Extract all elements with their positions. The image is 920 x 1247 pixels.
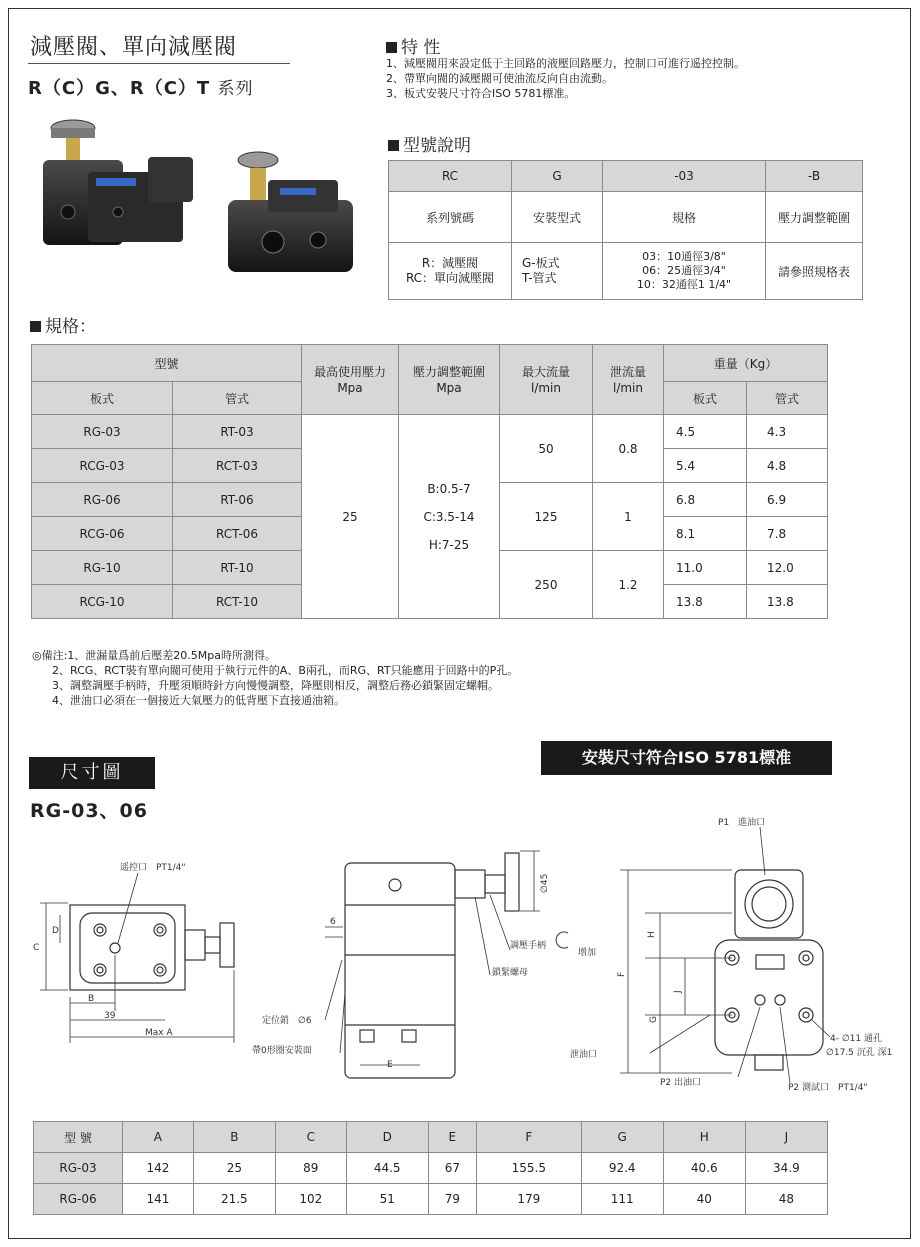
dimension-cell: 92.4 — [581, 1153, 663, 1184]
note-item: 2、RCG、RCT裝有單向閥可使用于執行元件的A、B兩孔，而RG、RT只能應用于回路中的P孔。 — [52, 664, 519, 677]
label-cell: 壓力調整範圍 — [766, 192, 863, 243]
label-cell: 安裝型式 — [512, 192, 603, 243]
title-rule — [28, 63, 290, 64]
value-cell: 請參照規格表 — [766, 243, 863, 300]
features-heading: 特 性 — [386, 33, 440, 58]
dimension-model: RG-03 — [34, 1153, 123, 1184]
series-suffix: 系列 — [217, 79, 254, 99]
value-line: G-板式 — [522, 256, 560, 270]
model-code-row — [389, 161, 863, 192]
plate-model: RCG-10 — [32, 585, 173, 619]
pipe-header: 管式 — [173, 382, 302, 415]
features-list — [386, 56, 745, 101]
pipe-model: RCT-06 — [173, 517, 302, 551]
code-cell: -B — [766, 161, 863, 192]
specs-heading: 規格： — [30, 312, 96, 337]
dimension-drawings — [20, 815, 900, 1115]
note-item — [32, 648, 518, 663]
value-line: 10：32通徑1 1/4" — [636, 278, 732, 291]
value-line: T-管式 — [522, 271, 557, 285]
dimension-header: E — [428, 1122, 476, 1153]
value-cell — [512, 243, 603, 300]
valve-photo-right — [228, 152, 353, 272]
p2-out-label: P2 出油口 — [660, 1078, 702, 1088]
weight-plate: 8.1 — [664, 517, 747, 551]
weight-header: 重量（Kg） — [664, 345, 828, 382]
pressure-range: B:0.5-7 — [427, 481, 471, 496]
dimension-header: F — [476, 1122, 581, 1153]
oring-label: 帶0形圈安裝面 — [252, 1046, 312, 1056]
code-cell: RC — [389, 161, 512, 192]
leak-value: 1 — [593, 483, 664, 551]
value-cell — [603, 243, 766, 300]
remote-port-label: 遥控口 PT1/4" — [120, 863, 186, 873]
dimension-table — [33, 1121, 828, 1215]
header-text: 最高使用壓力 — [313, 364, 386, 379]
pressure-range: H:7-25 — [428, 537, 470, 552]
header-unit: l/min — [530, 380, 561, 395]
weight-pipe: 7.8 — [747, 517, 828, 551]
drain-label: 泄油口 — [570, 1050, 598, 1060]
dimension-cell: 111 — [581, 1184, 663, 1215]
dim-6-label: 6 — [330, 917, 336, 927]
max-pressure-header — [302, 345, 399, 415]
p1-label: P1 進油口 — [718, 818, 766, 828]
feature-item: 3、板式安裝尺寸符合ISO 5781標准。 — [386, 87, 576, 100]
holes-label: 4- ∅11 通孔 — [830, 1034, 882, 1044]
dimension-cell: 141 — [123, 1184, 194, 1215]
dim-g-label: G — [649, 1016, 659, 1023]
plate-model: RG-03 — [32, 415, 173, 449]
dimension-cell: 142 — [123, 1153, 194, 1184]
value-line: 03：10通徑3/8" — [642, 250, 726, 263]
dim-39-label: 39 — [104, 1011, 116, 1021]
front-view-drawing — [325, 851, 568, 1078]
value-line: RC：單向減壓閥 — [405, 271, 495, 285]
dimension-header: 型 號 — [34, 1122, 123, 1153]
bottom-view-drawing — [620, 827, 830, 1083]
pressure-range: C:3.5-14 — [423, 509, 475, 524]
dimension-header: D — [346, 1122, 428, 1153]
weight-pipe-header: 管式 — [747, 382, 828, 415]
dimension-cell: 25 — [193, 1153, 275, 1184]
iso-badge: 安裝尺寸符合ISO 5781標准 — [541, 741, 832, 775]
product-photos — [28, 112, 358, 277]
header-text: 壓力調整範圍 — [412, 364, 485, 379]
dimension-cell: 44.5 — [346, 1153, 428, 1184]
weight-plate-header: 板式 — [664, 382, 747, 415]
plate-model: RG-06 — [32, 483, 173, 517]
weight-plate: 13.8 — [664, 585, 747, 619]
weight-pipe: 4.3 — [747, 415, 828, 449]
code-cell: G — [512, 161, 603, 192]
dimension-badge: 尺寸圖 — [29, 757, 155, 789]
header-text: 最大流量 — [521, 364, 570, 379]
dimension-cell: 67 — [428, 1153, 476, 1184]
dimension-cell: 102 — [275, 1184, 346, 1215]
dimension-cell: 155.5 — [476, 1153, 581, 1184]
dim-j-label: J — [673, 990, 683, 993]
header-unit: l/min — [612, 380, 643, 395]
dimension-row — [34, 1184, 828, 1215]
model-label-row — [389, 192, 863, 243]
dimension-cell: 21.5 — [193, 1184, 275, 1215]
dim-f-label: F — [617, 971, 627, 977]
dimension-model-title: RG-03、06 — [30, 800, 148, 822]
increase-label: 增加 — [578, 948, 597, 958]
lock-nut-label: 鎖緊螺母 — [492, 968, 529, 978]
p2-test-label: P2 測試口 PT1/4" — [788, 1083, 868, 1093]
max-flow-value: 50 — [500, 415, 593, 483]
note-text: 1、泄漏量爲前后壓差20.5Mpa時所測得。 — [67, 649, 277, 662]
handle-label: 調壓手柄 — [510, 941, 547, 951]
dimension-row — [34, 1153, 828, 1184]
leak-value: 0.8 — [593, 415, 664, 483]
spec-row — [32, 415, 828, 449]
dim-d-label: D — [52, 926, 59, 936]
feature-item: 2、帶單向閥的減壓閥可使油流反向自由流動。 — [386, 72, 613, 85]
dim-e-label: E — [387, 1060, 393, 1070]
weight-plate: 6.8 — [664, 483, 747, 517]
feature-item: 1、減壓閥用來設定低于主回路的液壓回路壓力，控制口可進行遥控控制。 — [386, 57, 745, 70]
pipe-model: RT-10 — [173, 551, 302, 585]
dimension-header: B — [193, 1122, 275, 1153]
side-view-drawing — [40, 873, 234, 1043]
header-unit: Mpa — [436, 380, 462, 395]
dimension-cell: 34.9 — [745, 1153, 827, 1184]
leak-value: 1.2 — [593, 551, 664, 619]
plate-model: RCG-06 — [32, 517, 173, 551]
dimension-cell: 40.6 — [663, 1153, 745, 1184]
pipe-model: RCT-03 — [173, 449, 302, 483]
weight-pipe: 12.0 — [747, 551, 828, 585]
max-flow-value: 125 — [500, 483, 593, 551]
dimension-header: C — [275, 1122, 346, 1153]
spec-header-row — [32, 345, 828, 382]
dimension-header-row — [34, 1122, 828, 1153]
dim-max-a-label: Max A — [145, 1028, 173, 1038]
weight-pipe: 6.9 — [747, 483, 828, 517]
weight-pipe: 4.8 — [747, 449, 828, 483]
model-code-table — [388, 160, 863, 300]
weight-plate: 11.0 — [664, 551, 747, 585]
dimension-cell: 179 — [476, 1184, 581, 1215]
notes-prefix: ◎備注: — [32, 649, 68, 662]
max-flow-header — [500, 345, 593, 415]
dimension-header: G — [581, 1122, 663, 1153]
header-unit: Mpa — [337, 380, 363, 395]
note-item: 4、泄油口必須在一個接近大氣壓力的低背壓下直接通油箱。 — [52, 694, 345, 707]
dimension-header: J — [745, 1122, 827, 1153]
plate-model: RCG-03 — [32, 449, 173, 483]
max-flow-value: 250 — [500, 551, 593, 619]
pipe-model: RCT-10 — [173, 585, 302, 619]
weight-pipe: 13.8 — [747, 585, 828, 619]
dim-h-label: H — [647, 931, 657, 938]
series-subtitle — [28, 74, 253, 100]
phi45-label: ∅45 — [540, 873, 550, 893]
dimension-cell: 51 — [346, 1184, 428, 1215]
dimension-cell: 40 — [663, 1184, 745, 1215]
model-code-heading: 型號說明 — [388, 131, 471, 156]
header-text: 泄流量 — [609, 364, 646, 379]
max-pressure-value: 25 — [302, 415, 399, 619]
pressure-range-header — [399, 345, 500, 415]
notes — [32, 648, 518, 708]
dimension-header: H — [663, 1122, 745, 1153]
page-title: 減壓閥、單向減壓閥 — [30, 35, 238, 60]
pressure-range-values — [399, 415, 500, 619]
value-cell — [389, 243, 512, 300]
label-cell: 系列號碼 — [389, 192, 512, 243]
dimension-header: A — [123, 1122, 194, 1153]
model-header: 型號 — [32, 345, 302, 382]
plate-header: 板式 — [32, 382, 173, 415]
note-item: 3、調整調壓手柄時，升壓須順時針方向慢慢調整，降壓則相反，調整后務必鎖緊固定螺帽。 — [52, 679, 499, 692]
value-line: R：減壓閥 — [421, 256, 479, 270]
plate-model: RG-10 — [32, 551, 173, 585]
pipe-model: RT-03 — [173, 415, 302, 449]
weight-plate: 4.5 — [664, 415, 747, 449]
value-line: 06：25通徑3/4" — [642, 264, 726, 277]
label-cell: 規格 — [603, 192, 766, 243]
dimension-cell: 89 — [275, 1153, 346, 1184]
valve-photo-left — [43, 120, 193, 245]
pin-label: 定位銷 ∅6 — [262, 1016, 312, 1026]
dimension-model: RG-06 — [34, 1184, 123, 1215]
code-cell: -03 — [603, 161, 766, 192]
pipe-model: RT-06 — [173, 483, 302, 517]
spec-table — [31, 344, 828, 619]
model-value-row — [389, 243, 863, 300]
counterbore-label: ∅17.5 沉孔 深1 — [826, 1048, 893, 1058]
dimension-cell: 79 — [428, 1184, 476, 1215]
leak-flow-header — [593, 345, 664, 415]
dimension-cell: 48 — [745, 1184, 827, 1215]
dim-b-label: B — [88, 994, 95, 1004]
weight-plate: 5.4 — [664, 449, 747, 483]
dim-c-label: C — [33, 943, 40, 953]
series-code: R（C）G、R（C）T — [28, 78, 211, 99]
